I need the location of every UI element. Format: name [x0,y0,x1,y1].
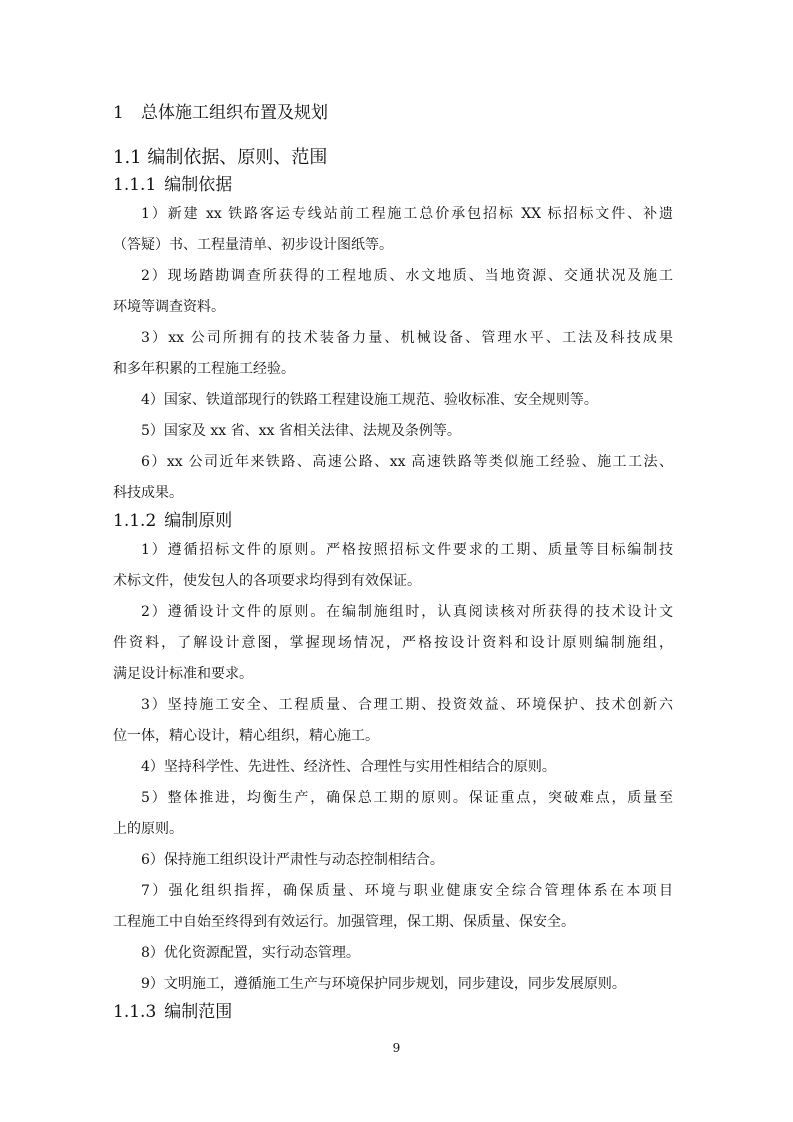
paragraph-line: 9）文明施工，遵循施工生产与环境保护同步规划，同步建设，同步发展原则。 [141,976,626,992]
subsection-heading [113,998,673,1026]
list-item [113,752,673,783]
paragraph-line: 位一体，精心设计，精心组织，精心施工。 [113,728,379,744]
list-item [113,416,673,447]
paragraph-line: 上的原则。 [113,821,183,837]
paragraph-line: 1）新建 xx 铁路客运专线站前工程施工总价承包招标 XX 标招标文件、补遗 [141,206,673,222]
paragraph-line: 工程施工中自始至终得到有效运行。加强管理，保工期、保质量、保安全。 [113,914,575,930]
paragraph-line: 5）整体推进，均衡生产，确保总工期的原则。保证重点，突破难点，质量至 [141,790,673,806]
subsection-number: 1.1.3 [113,1002,157,1022]
paragraph-line: 满足设计标准和要求。 [113,666,253,682]
chapter-title: 总体施工组织布置及规划 [141,103,328,123]
paragraph-line: 环境等调查资料。 [113,299,225,315]
subsection-number: 1.1.1 [113,175,157,195]
paragraph-line: 4）坚持科学性、先进性、经济性、合理性与实用性相结合的原则。 [141,759,556,775]
paragraph-line: （答疑）书、工程量清单、初步设计图纸等。 [113,237,393,253]
subsection-title: 编制依据 [164,175,233,195]
list-item [113,690,673,752]
paragraph-line: 2）遵循设计文件的原则。在编制施组时，认真阅读核对所获得的技术设计文 [141,604,673,620]
page-number: 9 [392,1041,401,1055]
list-item [113,261,673,323]
list-item [113,323,673,385]
list-item [113,876,673,938]
paragraph-line: 件资料，了解设计意图，掌握现场情况，严格按设计资料和设计原则编制施组， [113,635,673,651]
subsection-title: 编制原则 [164,511,233,531]
paragraph-line: 1）遵循招标文件的原则。严格按照招标文件要求的工期、质量等目标编制技 [141,542,673,558]
subsection-heading [113,171,673,199]
list-item [113,535,673,597]
paragraph-line: 6）xx 公司近年来铁路、高速公路、xx 高速铁路等类似施工经验、施工工法、 [141,454,673,470]
paragraph-line: 4）国家、铁道部现行的铁路工程建设施工规范、验收标准、安全规则等。 [141,392,598,408]
paragraph-line: 2）现场踏勘调查所获得的工程地质、水文地质、当地资源、交通状况及施工 [141,268,673,284]
subsection-principles [113,507,673,1000]
subsection-number: 1.1.2 [113,511,157,531]
paragraph-line: 5）国家及 xx 省、xx 省相关法律、法规及条例等。 [141,423,461,439]
list-item [113,938,673,969]
paragraph-line: 8）优化资源配置，实行动态管理。 [141,945,360,961]
list-item [113,447,673,509]
paragraph-line: 3）坚持施工安全、工程质量、合理工期、投资效益、环境保护、技术创新六 [141,697,673,713]
paragraph-line: 和多年积累的工程施工经验。 [113,361,295,377]
list-item [113,385,673,416]
chapter-heading [113,100,328,126]
paragraph-line: 科技成果。 [113,485,183,501]
subsection-scope [113,998,673,1026]
list-item [113,845,673,876]
subsection-title: 编制范围 [164,1002,233,1022]
paragraph-line: 3）xx 公司所拥有的技术装备力量、机械设备、管理水平、工法及科技成果 [141,330,673,346]
paragraph-line: 术标文件，使发包人的各项要求均得到有效保证。 [113,573,421,589]
paragraph-line: 7）强化组织指挥，确保质量、环境与职业健康安全综合管理体系在本项目 [141,883,673,899]
subsection-heading [113,507,673,535]
list-item [113,199,673,261]
chapter-number: 1 [113,103,124,123]
list-item [113,597,673,690]
list-item [113,969,673,1000]
paragraph-line: 6）保持施工组织设计严肃性与动态控制相结合。 [141,852,444,868]
list-item [113,783,673,845]
section-heading: 1.1 编制依据、原则、范围 [113,147,328,168]
subsection-basis [113,171,673,509]
